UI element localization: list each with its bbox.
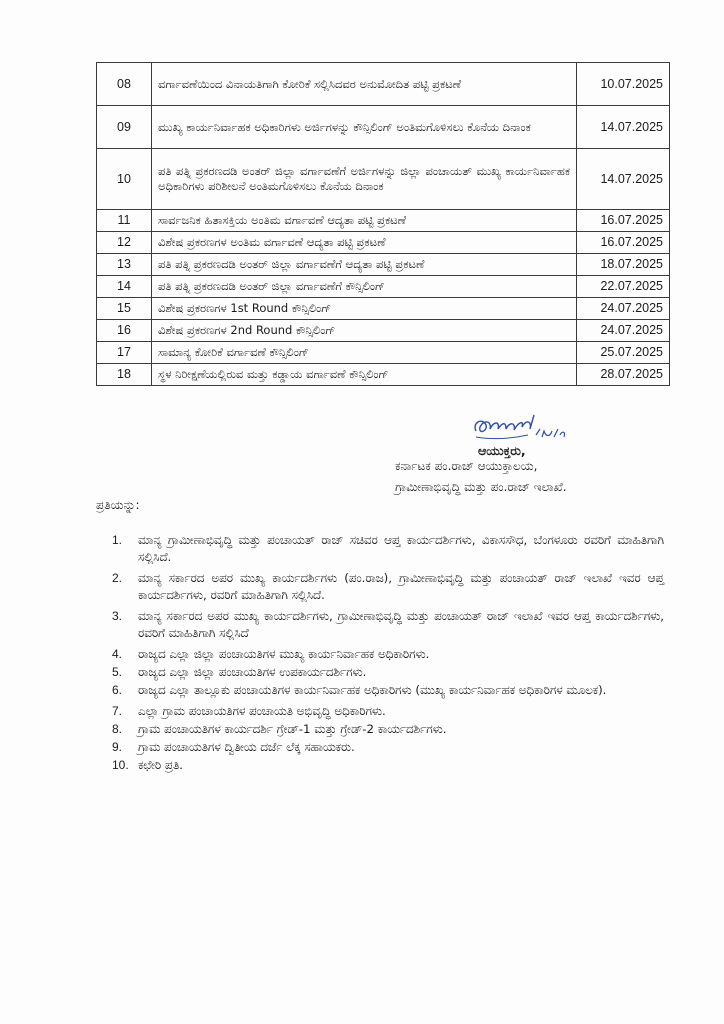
list-text: ಗ್ರಾಮ ಪಂಚಾಯತಿಗಳ ದ್ವಿತೀಯ ದರ್ಜೆ ಲೆಕ್ಕ ಸಹಾಯಕರು.: [138, 740, 355, 754]
event-description: ವಿಶೇಷ ಪ್ರಕರಣಗಳ ಅಂತಿಮ ವರ್ಗಾವಣೆ ಆದ್ಯತಾ ಪಟ್ಟಿ ಪ್ರಕಟಣೆ: [152, 232, 577, 254]
table-row: [97, 320, 670, 342]
serial-number: 08: [97, 63, 152, 106]
serial-number: 11: [97, 210, 152, 232]
event-date: 25.07.2025: [577, 342, 670, 364]
list-number: 5.: [112, 665, 123, 679]
table-row: [97, 232, 670, 254]
event-date: 24.07.2025: [577, 298, 670, 320]
event-description: ವಿಶೇಷ ಪ್ರಕರಣಗಳ 1st Round ಕೌನ್ಸಿಲಿಂಗ್: [152, 298, 577, 320]
serial-number: 12: [97, 232, 152, 254]
list-text: ಮಾನ್ಯ ಗ್ರಾಮೀಣಾಭಿವೃದ್ಧಿ ಮತ್ತು ಪಂಚಾಯತ್ ರಾಜ್ ಸಚಿವರ ಆಪ್ತ ಕಾರ್ಯದರ್ಶಿಗಳು, ವಿಕಾಸಸೌಧ, ಬೆಂಗಳೂರು ರವರಿಗೆ ಮಾಹಿತಿಗಾಗಿ ಸಲ್ಲಿಸಿದೆ.: [138, 533, 664, 564]
list-item: [108, 664, 664, 681]
serial-number: 15: [97, 298, 152, 320]
event-date: 24.07.2025: [577, 320, 670, 342]
event-description: ಸಾಮಾನ್ಯ ಕೋರಿಕೆ ವರ್ಗಾವಣೆ ಕೌನ್ಸಿಲಿಂಗ್: [152, 342, 577, 364]
table-row: [97, 276, 670, 298]
schedule-table: [96, 62, 670, 386]
table-row: [97, 298, 670, 320]
table-row: [97, 364, 670, 386]
event-date: 22.07.2025: [577, 276, 670, 298]
list-text: ರಾಜ್ಯದ ಎಲ್ಲಾ ತಾಲ್ಲೂಕು ಪಂಚಾಯತಿಗಳ ಕಾರ್ಯನಿರ್ವಾಹಕ ಅಧಿಕಾರಿಗಳು (ಮುಖ್ಯ ಕಾರ್ಯನಿರ್ವಾಹಕ ಅಧಿಕಾರಿಗಳ ಮೂಲಕ).: [138, 683, 607, 697]
list-item: [108, 608, 664, 642]
table-row: [97, 149, 670, 210]
serial-number: 14: [97, 276, 152, 298]
list-number: 7.: [112, 704, 123, 718]
event-date: 10.07.2025: [577, 63, 670, 106]
table-row: [97, 254, 670, 276]
event-description: ವಿಶೇಷ ಪ್ರಕರಣಗಳ 2nd Round ಕೌನ್ಸಿಲಿಂಗ್: [152, 320, 577, 342]
serial-number: 10: [97, 149, 152, 210]
event-date: 14.07.2025: [577, 149, 670, 210]
list-text: ರಾಜ್ಯದ ಎಲ್ಲಾ ಜಿಲ್ಲಾ ಪಂಚಾಯತಿಗಳ ಮುಖ್ಯ ಕಾರ್ಯನಿರ್ವಾಹಕ ಅಧಿಕಾರಿಗಳು.: [138, 647, 430, 661]
event-date: 16.07.2025: [577, 210, 670, 232]
table-row: [97, 106, 670, 149]
event-date: 18.07.2025: [577, 254, 670, 276]
serial-number: 17: [97, 342, 152, 364]
list-text: ಮಾನ್ಯ ಸರ್ಕಾರದ ಅಪರ ಮುಖ್ಯ ಕಾರ್ಯದರ್ಶಿಗಳು, ಗ್ರಾಮೀಣಾಭಿವೃದ್ಧಿ ಮತ್ತು ಪಂಚಾಯತ್ ರಾಜ್ ಇಲಾಖೆ ಇವರ ಆಪ್ತ ಕಾರ್ಯದರ್ಶಿಗಳು, ರವರಿಗೆ ಮಾಹಿತಿಗಾಗಿ ಸಲ್ಲಿಸಿದೆ: [138, 609, 664, 640]
table-row: [97, 63, 670, 106]
event-description: ವರ್ಗಾವಣೆಯಿಂದ ವಿನಾಯತಿಗಾಗಿ ಕೋರಿಕೆ ಸಲ್ಲಿಸಿದವರ ಅನುಮೋದಿತ ಪಟ್ಟಿ ಪ್ರಕಟಣೆ: [152, 63, 577, 106]
table-row: [97, 210, 670, 232]
list-item: [108, 739, 664, 756]
list-number: 9.: [112, 740, 123, 754]
event-description: ಪತಿ ಪತ್ನಿ ಪ್ರಕರಣದಡಿ ಅಂತರ್ ಜಿಲ್ಲಾ ವರ್ಗಾವಣೆಗೆ ಆದ್ಯತಾ ಪಟ್ಟಿ ಪ್ರಕಟಣೆ: [152, 254, 577, 276]
serial-number: 09: [97, 106, 152, 149]
event-date: 28.07.2025: [577, 364, 670, 386]
serial-number: 13: [97, 254, 152, 276]
list-number: 4.: [112, 647, 123, 661]
list-number: 10.: [112, 758, 129, 772]
list-text: ಗ್ರಾಮ ಪಂಚಾಯತಿಗಳ ಕಾರ್ಯದರ್ಶಿ ಗ್ರೇಡ್-1 ಮತ್ತು ಗ್ರೇಡ್-2 ಕಾರ್ಯದರ್ಶಿಗಳು.: [138, 722, 447, 736]
list-item: [108, 682, 664, 699]
list-item: [108, 757, 664, 774]
serial-number: 18: [97, 364, 152, 386]
event-date: 16.07.2025: [577, 232, 670, 254]
list-text: ಎಲ್ಲಾ ಗ್ರಾಮ ಪಂಚಾಯತಿಗಳ ಪಂಚಾಯತಿ ಅಭಿವೃದ್ಧಿ ಅಧಿಕಾರಿಗಳು.: [138, 704, 386, 718]
department-name: ಗ್ರಾಮೀಣಾಭಿವೃದ್ಧಿ ಮತ್ತು ಪಂ.ರಾಜ್ ಇಲಾಖೆ.: [395, 480, 567, 494]
event-description: ಪತಿ ಪತ್ನಿ ಪ್ರಕರಣದಡಿ ಅಂತರ್ ಜಿಲ್ಲಾ ವರ್ಗಾವಣೆಗೆ ಅರ್ಜಿಗಳನ್ನು ಜಿಲ್ಲಾ ಪಂಚಾಯತ್ ಮುಖ್ಯ ಕಾರ್ಯನಿರ್ವಾಹಕ ಅಧಿಕಾರಿಗಳು ಪರಿಶೀಲನೆ ಅಂತಿಮಗೊಳಿಸಲು ಕೊನೆಯ ದಿನಾಂಕ: [152, 149, 577, 210]
event-description: ಮುಖ್ಯ ಕಾರ್ಯನಿರ್ವಾಹಕ ಅಧಿಕಾರಿಗಳು ಅರ್ಜಿಗಳನ್ನು ಕೌನ್ಸಿಲಿಂಗ್ ಅಂತಿಮಗೊಳಿಸಲು ಕೊನೆಯ ದಿನಾಂಕ: [152, 106, 577, 149]
event-description: ಸ್ಥಳ ನಿರೀಕ್ಷಣೆಯಲ್ಲಿರುವ ಮತ್ತು ಕಡ್ಡಾಯ ವರ್ಗಾವಣೆ ಕೌನ್ಸಿಲಿಂಗ್: [152, 364, 577, 386]
serial-number: 16: [97, 320, 152, 342]
list-item: [108, 646, 664, 663]
event-description: ಸಾರ್ವಜನಿಕ ಹಿತಾಸಕ್ತಿಯ ಅಂತಿಮ ವರ್ಗಾವಣೆ ಆದ್ಯತಾ ಪಟ್ಟಿ ಪ್ರಕಟಣೆ: [152, 210, 577, 232]
list-number: 2.: [112, 571, 123, 585]
list-text: ಮಾನ್ಯ ಸರ್ಕಾರದ ಅಪರ ಮುಖ್ಯ ಕಾರ್ಯದರ್ಶಿಗಳು (ಪಂ.ರಾಜ), ಗ್ರಾಮೀಣಾಭಿವೃದ್ಧಿ ಮತ್ತು ಪಂಚಾಯತ್ ರಾಜ್ ಇಲಾಖೆ ಇವರ ಆಪ್ತ ಕಾರ್ಯದರ್ಶಿಗಳು, ರವರಿಗೆ ಮಾಹಿತಿಗಾಗಿ ಸಲ್ಲಿಸಿದೆ.: [138, 571, 664, 602]
list-number: 8.: [112, 722, 123, 736]
table-row: [97, 342, 670, 364]
list-item: [108, 703, 664, 720]
list-item: [108, 570, 664, 604]
copy-to-heading: ಪ್ರತಿಯನ್ನು:: [96, 498, 140, 512]
event-date: 14.07.2025: [577, 106, 670, 149]
list-item: [108, 532, 664, 566]
list-number: 3.: [112, 609, 123, 623]
list-text: ಕಛೇರಿ ಪ್ರತಿ.: [138, 758, 183, 772]
list-number: 1.: [112, 533, 123, 547]
signer-title: ಆಯುಕ್ತರು,: [478, 443, 526, 458]
list-number: 6.: [112, 683, 123, 697]
list-text: ರಾಜ್ಯದ ಎಲ್ಲಾ ಜಿಲ್ಲಾ ಪಂಚಾಯತಿಗಳ ಉಪಕಾರ್ಯದರ್ಶಿಗಳು.: [138, 665, 367, 679]
list-item: [108, 721, 664, 738]
office-name: ಕರ್ನಾಟಕ ಪಂ.ರಾಜ್ ಆಯುಕ್ತಾಲಯ,: [395, 459, 538, 473]
event-description: ಪತಿ ಪತ್ನಿ ಪ್ರಕರಣದಡಿ ಅಂತರ್ ಜಿಲ್ಲಾ ವರ್ಗಾವಣೆಗೆ ಕೌನ್ಸಿಲಿಂಗ್: [152, 276, 577, 298]
copy-recipients-list: [108, 532, 664, 775]
